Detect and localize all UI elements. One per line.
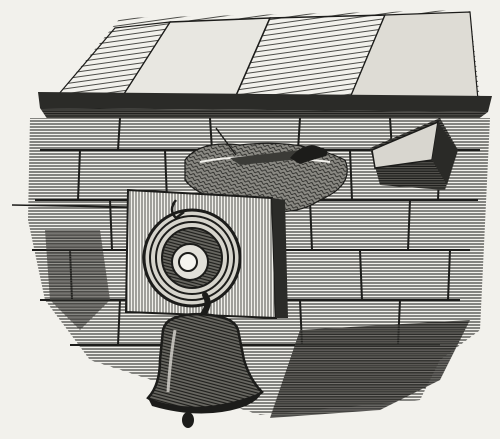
roof-slates (58, 10, 480, 100)
